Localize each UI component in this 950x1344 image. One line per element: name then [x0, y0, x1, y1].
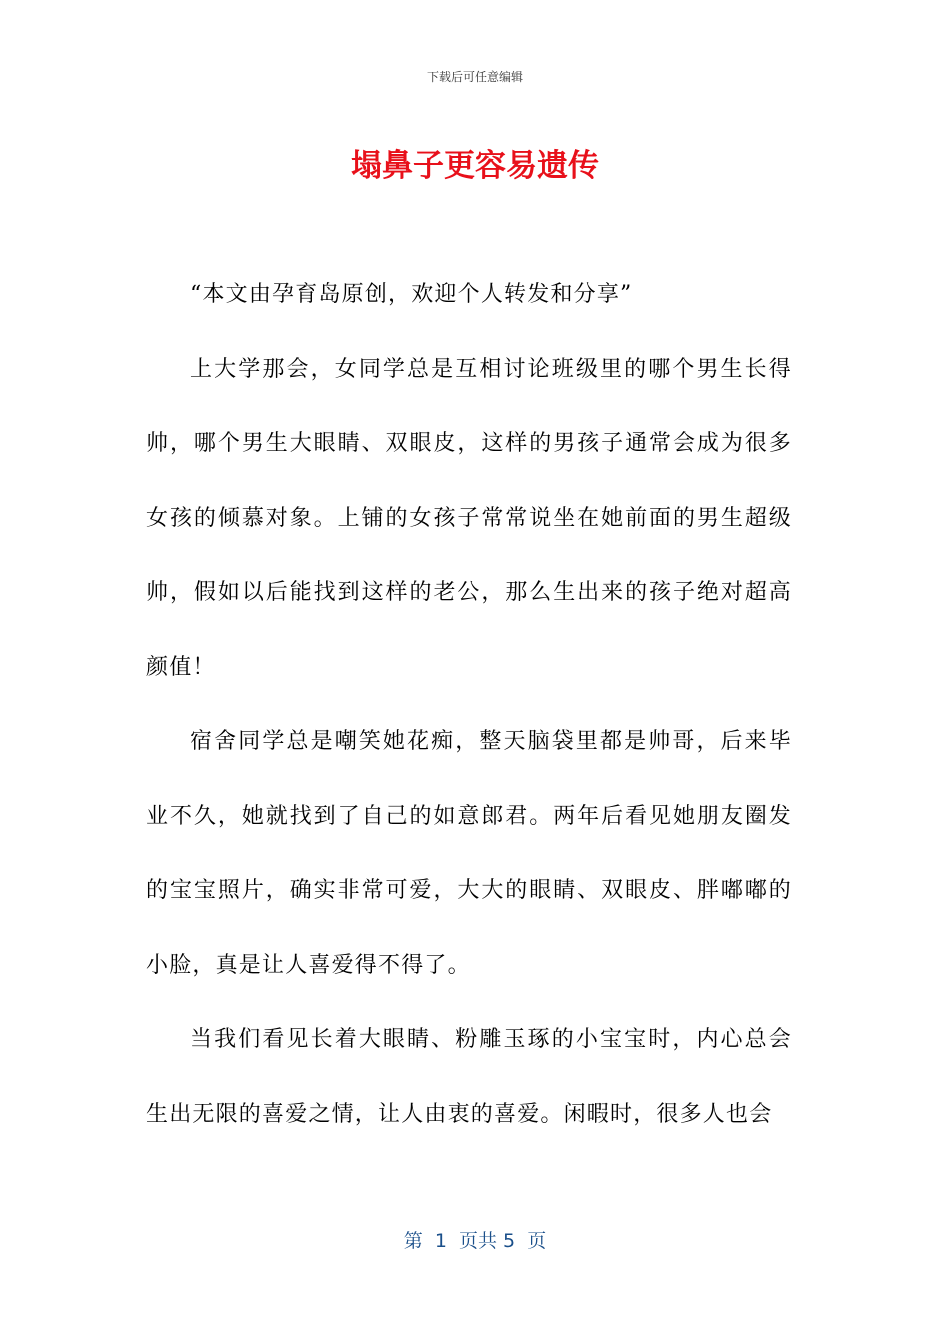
paragraph: 当我们看见长着大眼睛、粉雕玉琢的小宝宝时，内心总会生出无限的喜爱之情，让人由衷的喜爱。闲暇时，很多人也会	[146, 1027, 792, 1127]
paragraph: 上大学那会，女同学总是互相讨论班级里的哪个男生长得帅，哪个男生大眼睛、双眼皮，这样的男孩子通常会成为很多女孩的倾慕对象。上铺的女孩子常常说坐在她前面的男生超级帅，假如以后能找到这样的老公，那么生出来的孩子绝对超高颜值！	[146, 356, 792, 680]
page-number-footer: 第 1 页共 5 页	[403, 1230, 547, 1252]
document-body	[146, 258, 792, 1152]
paragraph: 宿舍同学总是嘲笑她花痴，整天脑袋里都是帅哥，后来毕业不久，她就找到了自己的如意郎君。两年后看见她朋友圈发的宝宝照片，确实非常可爱，大大的眼睛、双眼皮、胖嘟嘟的小脸，真是让人喜爱得不得了。	[146, 729, 792, 978]
document-title: 塌鼻子更容易遗传	[351, 148, 599, 184]
paragraph: “本文由孕育岛原创，欢迎个人转发和分享”	[190, 282, 633, 307]
header-note: 下载后可任意编辑	[426, 70, 523, 84]
